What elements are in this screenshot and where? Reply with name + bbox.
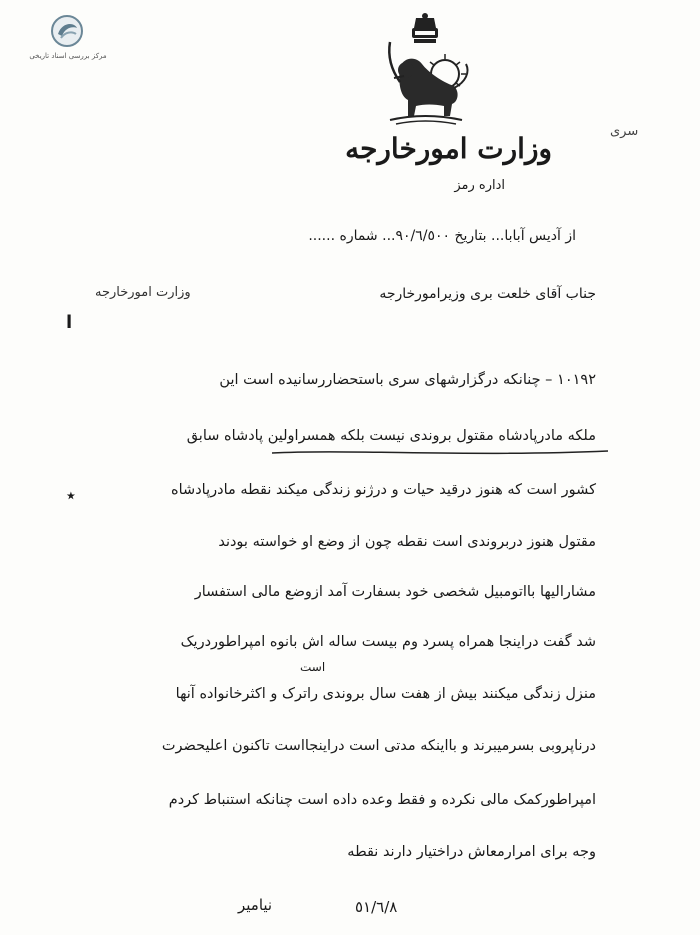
- archive-logo: [22, 14, 114, 70]
- margin-mark: ٭: [66, 485, 76, 506]
- addressee-line: جناب آقای خلعت بری وزیرامورخارجه: [379, 286, 596, 302]
- ministry-stamp: وزارت امورخارجه: [95, 285, 191, 300]
- body-line-7: منزل زندگی میکنند بیش از هفت سال بروندی راترک و اکثرخانواده آنها: [175, 686, 596, 702]
- body-line-2: ملکه مادرپادشاه مقتول بروندی نیست بلکه همسراولین پادشاه سابق: [186, 428, 596, 444]
- body-line-5: مشارالیها بااتومبیل شخصی خود بسفارت آمد ازوضع مالی استفسار: [194, 584, 596, 600]
- body-line-4: مقتول هنوز دربروندی است نقطه چون از وضع او خواسته بودند: [218, 534, 596, 550]
- interlinear-insertion: است: [300, 660, 326, 674]
- classification-mark: سری: [610, 124, 639, 139]
- body-line-10: وجه برای امرارمعاش دراختیار دارند نقطه: [347, 844, 596, 860]
- archive-seal-icon: [50, 14, 84, 48]
- footer-date: ٥١/٦/٨: [355, 898, 398, 916]
- body-line-9: امپراطورکمک مالی نکرده و فقط وعده داده است چنانکه استنباط کردم: [168, 792, 596, 808]
- lion-and-sun-emblem-icon: [370, 12, 480, 132]
- footer-signature: نیامیر: [238, 896, 273, 914]
- body-line-6: شد گفت دراینجا همراه پسرد وم بیست ساله اش بانوه امپراطوردریک: [180, 634, 596, 650]
- department-label: اداره رمز: [454, 178, 505, 193]
- header-from-date-number: از آدیس آبابا... بتاریخ ٩۰/٦/٥۰۰... شماره ......: [308, 228, 576, 244]
- margin-mark: ا: [66, 312, 73, 333]
- ministry-title: وزارت امورخارجه: [345, 132, 552, 165]
- body-line-8: درناپروبی بسرمیبرند و بااینکه مدتی است دراینجااست تاکنون اعلیحضرت: [161, 738, 596, 754]
- body-line-1: ١٠١٩٢ – چنانکه درگزارشهای سری باستحضاررسانیده است این: [219, 372, 596, 388]
- archive-caption: مرکز بررسی اسناد تاریخی: [29, 52, 107, 60]
- handwritten-underline: [270, 445, 610, 459]
- body-line-3: کشور است که هنوز درقید حیات و درژنو زندگی میکند نقطه مادرپادشاه: [171, 482, 596, 498]
